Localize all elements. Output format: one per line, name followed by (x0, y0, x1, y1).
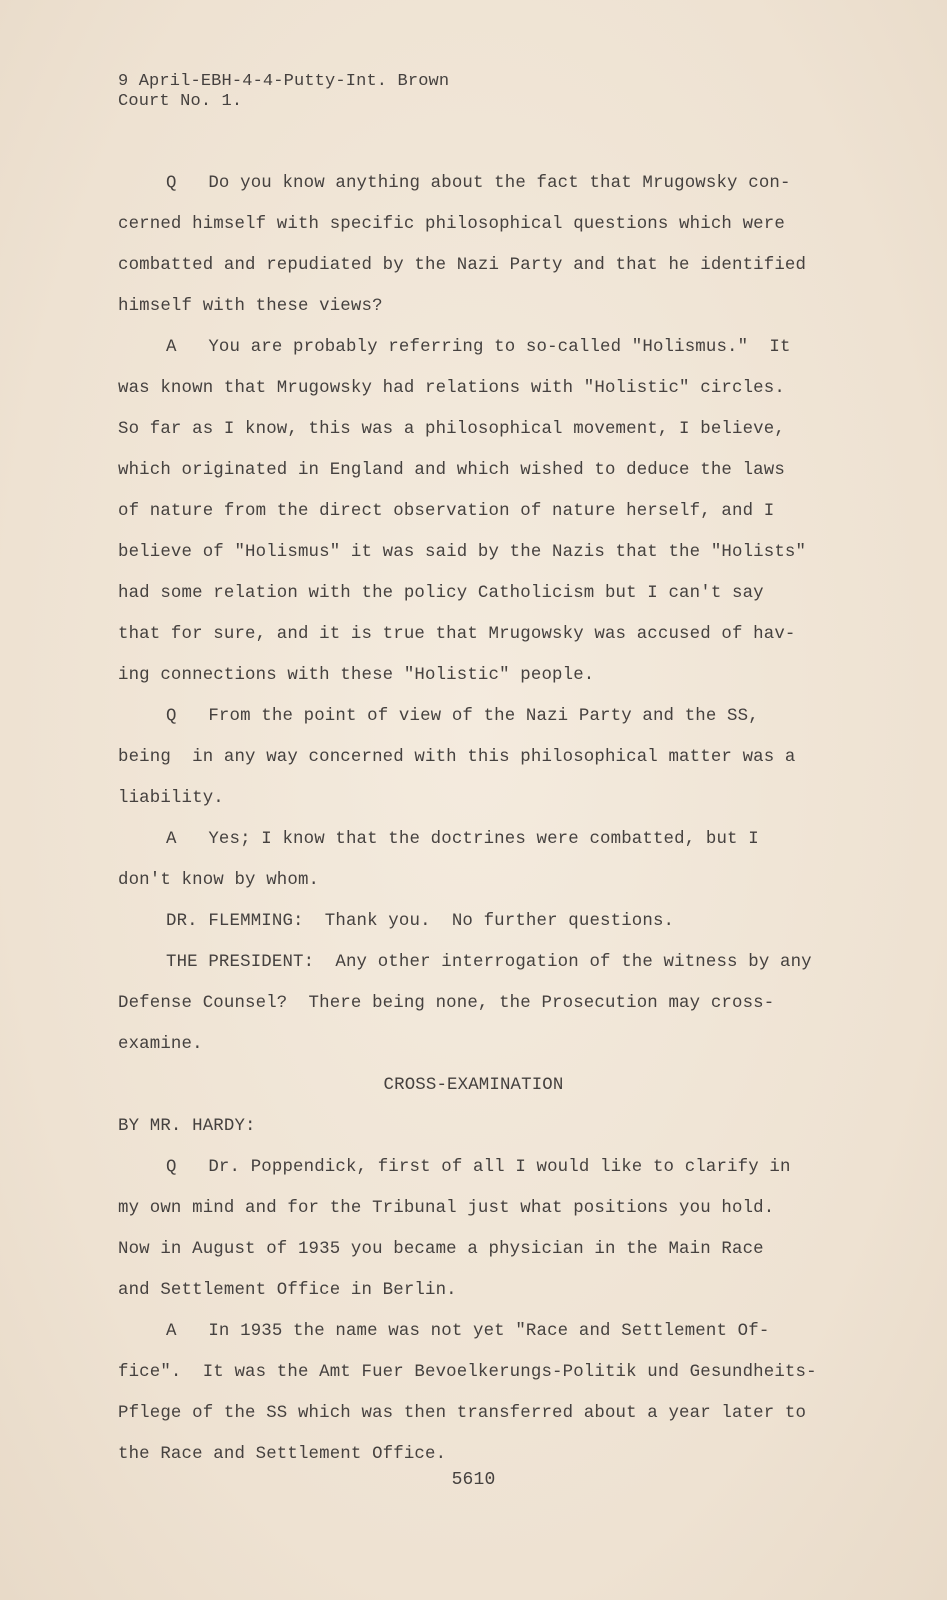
text-line: that for sure, and it is true that Mrugowsky was accused of hav- (118, 625, 796, 644)
text-line: Pflege of the SS which was then transferred about a year later to (118, 1404, 807, 1423)
text-line: Now in August of 1935 you became a physician in the Main Race (118, 1240, 764, 1259)
text-line: was known that Mrugowsky had relations with "Holistic" circles. (118, 379, 785, 398)
text-line: BY MR. HARDY: (118, 1117, 256, 1136)
text-line: don't know by whom. (118, 871, 320, 890)
text-line: Q Do you know anything about the fact that Mrugowsky con- (166, 174, 791, 193)
section-heading: CROSS-EXAMINATION (383, 1076, 564, 1095)
text-line: ing connections with these "Holistic" people. (118, 666, 595, 685)
text-line: of nature from the direct observation of nature herself, and I (118, 502, 775, 521)
header-line-2: Court No. 1. (118, 92, 243, 111)
text-line: Q Dr. Poppendick, first of all I would like to clarify in (166, 1158, 791, 1177)
text-line: himself with these views? (118, 297, 383, 316)
text-line: Defense Counsel? There being none, the Prosecution may cross- (118, 994, 775, 1013)
text-line: DR. FLEMMING: Thank you. No further questions. (166, 912, 675, 931)
text-line: combatted and repudiated by the Nazi Party and that he identified (118, 256, 807, 275)
text-line: my own mind and for the Tribunal just what positions you hold. (118, 1199, 775, 1218)
header-line-1: 9 April-EBH-4-4-Putty-Int. Brown (118, 72, 450, 91)
text-line: A You are probably referring to so-called "Holismus." It (166, 338, 791, 357)
page-number: 5610 (451, 1470, 496, 1490)
text-line: A In 1935 the name was not yet "Race and Settlement Of- (166, 1322, 770, 1341)
text-line: believe of "Holismus" it was said by the Nazis that the "Holists" (118, 543, 807, 562)
text-line: the Race and Settlement Office. (118, 1445, 447, 1464)
text-line: which originated in England and which wished to deduce the laws (118, 461, 785, 480)
text-line: cerned himself with specific philosophical questions which were (118, 215, 785, 234)
text-line: So far as I know, this was a philosophical movement, I believe, (118, 420, 785, 439)
text-line: fice". It was the Amt Fuer Bevoelkerungs-Politik und Gesundheits- (118, 1363, 817, 1382)
text-line: and Settlement Office in Berlin. (118, 1281, 457, 1300)
text-line: Q From the point of view of the Nazi Party and the SS, (166, 707, 759, 726)
text-line: A Yes; I know that the doctrines were combatted, but I (166, 830, 759, 849)
text-line: being in any way concerned with this philosophical matter was a (118, 748, 796, 767)
text-line: THE PRESIDENT: Any other interrogation of the witness by any (166, 953, 812, 972)
text-line: had some relation with the policy Catholicism but I can't say (118, 584, 764, 603)
text-line: liability. (118, 789, 224, 808)
text-line: examine. (118, 1035, 203, 1054)
